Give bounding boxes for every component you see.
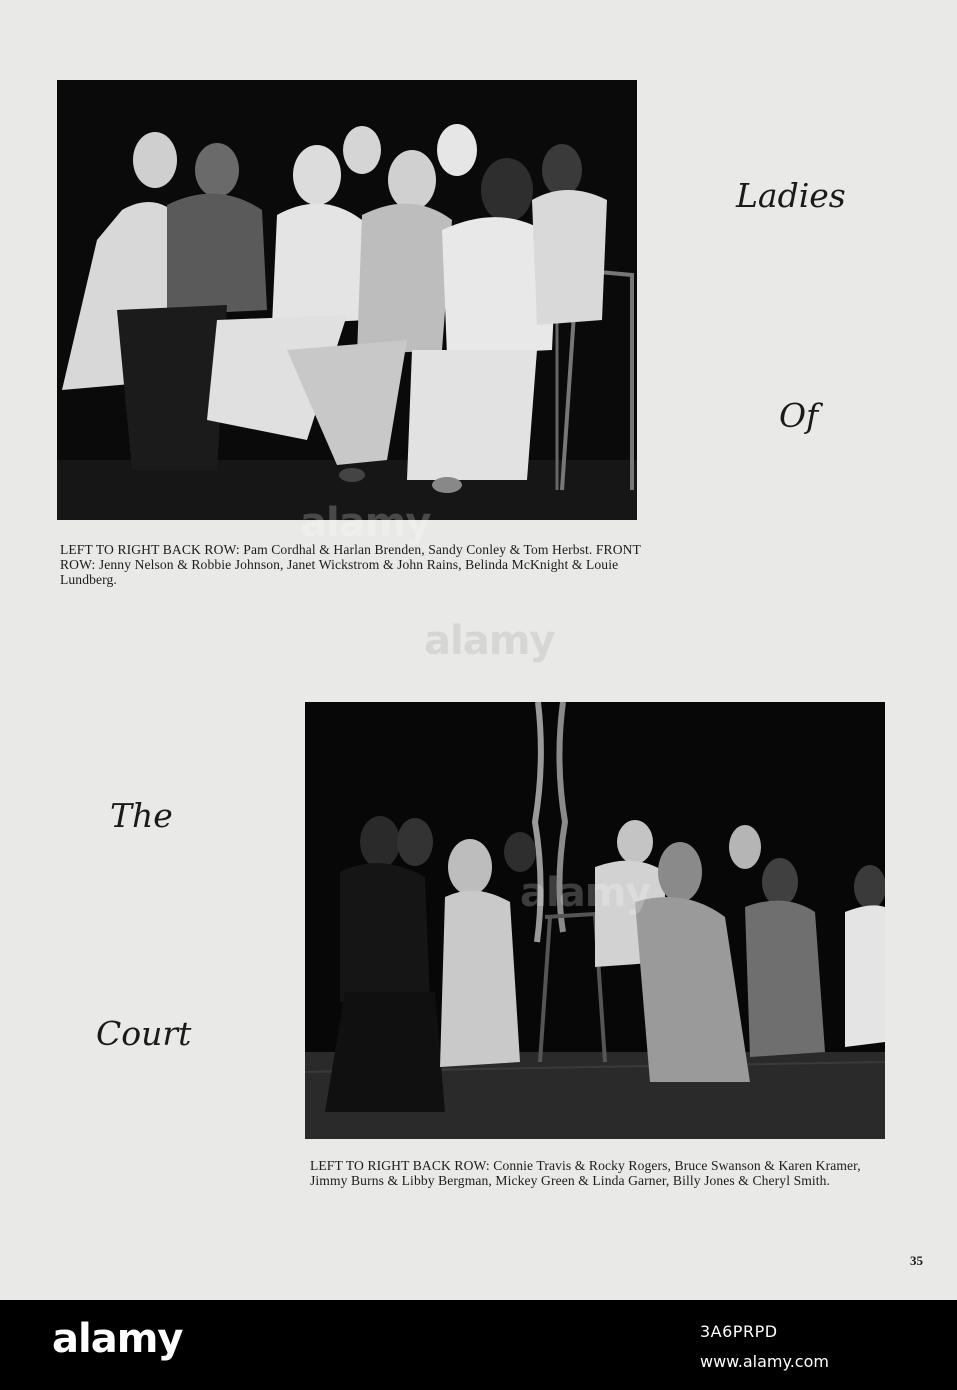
page-number: 35 bbox=[910, 1253, 923, 1268]
bottom-photo-caption: LEFT TO RIGHT BACK ROW: Connie Travis & Rocky Rogers, Bruce Swanson & Karen Kramer, Jimmy Burns & Libby Bergman, Mickey Green & Linda Garner, Billy Jones & Cheryl Smith. bbox=[310, 1158, 861, 1188]
site-url: www.alamy.com bbox=[700, 1352, 829, 1371]
title-word-court: Court bbox=[96, 1014, 192, 1053]
bottom-group-photo bbox=[305, 702, 885, 1139]
title-word-ladies: Ladies bbox=[736, 176, 846, 215]
watermark-logo: alamy bbox=[300, 500, 431, 546]
top-photo-caption: LEFT TO RIGHT BACK ROW: Pam Cordhal & Harlan Brenden, Sandy Conley & Tom Herbst. FRONT ROW: Jenny Nelson & Robbie Johnson, Janet Wickstrom & John Rains, Belinda McKnight & Louie Lundberg. bbox=[60, 542, 641, 587]
title-word-of: Of bbox=[779, 396, 819, 435]
title-word-the: The bbox=[110, 796, 173, 835]
alamy-logo: alamy bbox=[52, 1316, 183, 1362]
top-photo-illustration bbox=[57, 80, 637, 520]
watermark-logo: alamy bbox=[424, 618, 555, 664]
top-group-photo bbox=[57, 80, 637, 520]
image-id: 3A6PRPD bbox=[700, 1322, 778, 1341]
watermark-logo: alamy bbox=[520, 870, 651, 916]
bottom-photo-illustration bbox=[305, 702, 885, 1139]
